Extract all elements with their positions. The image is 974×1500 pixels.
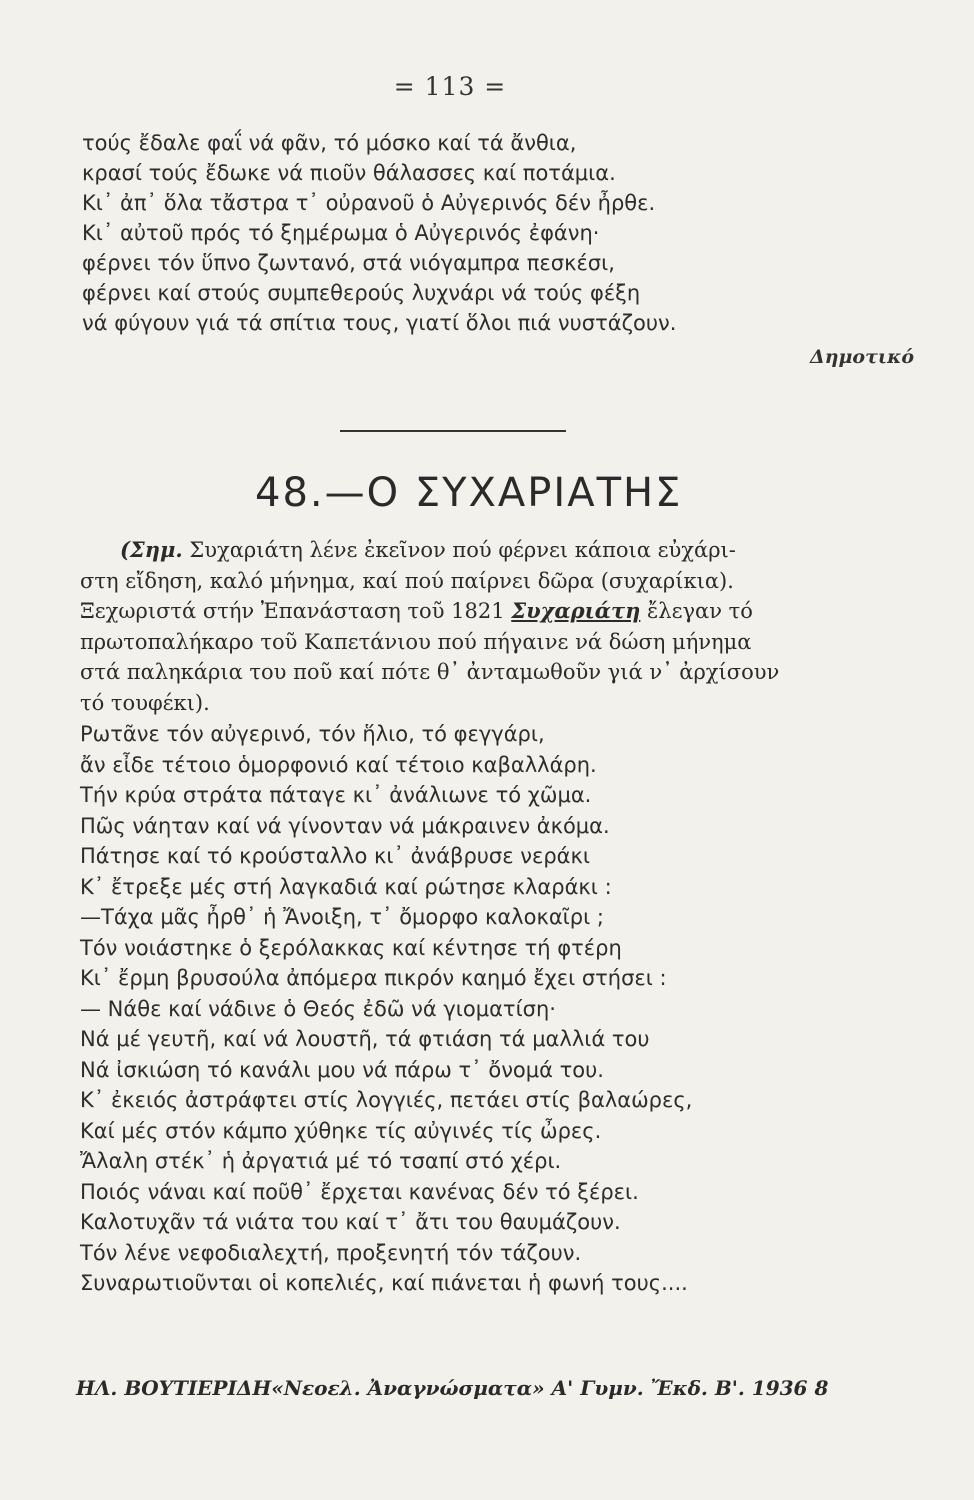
poem-line: φέρνει τόν ὕπνο ζωντανό, στά νιόγαμπρα πεσκέσι, bbox=[82, 251, 615, 275]
poem-line: κρασί τούς ἔδωκε νά πιοῦν θάλασσες καί ποτάμια. bbox=[82, 161, 616, 185]
poem-line: — Νάθε καί νάδινε ὁ Θεός ἐδῶ νά γιοματίση· bbox=[80, 996, 556, 1021]
poem-line: Πάτησε καί τό κρούσταλλο κι᾽ ἀνάβρυσε νεράκι bbox=[80, 844, 590, 868]
poem-line: Κ᾽ ἔτρεξε μές στή λαγκαδιά καί ρώτησε κλαράκι : bbox=[80, 874, 612, 899]
note-line: τό τουφέκι). bbox=[80, 690, 210, 715]
editorial-note bbox=[80, 535, 920, 718]
poem-line: Κι᾽ ἔρμη βρυσούλα ἀπόμερα πικρόν καημό ἔχει στήσει : bbox=[80, 966, 667, 990]
poem-line: Νά μέ γευτῆ, καί νά λουστῆ, τά φτιάση τά μαλλιά του bbox=[80, 1027, 650, 1051]
poem-line: Ρωτᾶνε τόν αὐγερινό, τόν ἥλιο, τό φεγγάρι, bbox=[80, 722, 545, 746]
note-line: στά παληκάρια του ποῦ καί πότε θ᾽ ἀνταμωθοῦν γιά ν᾽ ἀρχίσουν bbox=[80, 660, 780, 684]
page-number: = 113 = bbox=[393, 72, 507, 101]
poem-line: Πῶς νάηταν καί νά γίνονταν νά μάκραινεν ἀκόμα. bbox=[80, 813, 610, 838]
poem-line: Καλοτυχᾶν τά νιάτα του καί τ᾽ ἄτι του θαυμάζουν. bbox=[80, 1210, 621, 1234]
note-abbreviation: (Σημ. bbox=[120, 537, 183, 562]
section-divider bbox=[340, 430, 566, 432]
note-text: Συχαριάτη λένε ἐκεῖνον πού φέρνει κάποια εὐχάρι- bbox=[182, 538, 736, 562]
note-line: στη εἴδηση, καλό μήνημα, καί πού παίρνει δῶρα (συχαρίκια). bbox=[80, 568, 734, 593]
note-text: Ξεχωριστά στήν Ἐπανάσταση τοῦ 1821 bbox=[80, 599, 512, 623]
poem-line: φέρνει καί στούς συμπεθερούς λυχνάρι νά τούς φέξη bbox=[82, 281, 641, 305]
note-line: πρωτοπαλήκαρο τοῦ Καπετάνιου πού πήγαινε νά δώση μήνημα bbox=[80, 629, 752, 654]
poem-line: Κι᾽ αὐτοῦ πρός τό ξημέρωμα ὁ Αὐγερινός ἐφάνη· bbox=[82, 221, 600, 245]
main-poem bbox=[80, 719, 920, 1299]
section-title: 48.—Ο ΣΥΧΑΡΙΑΤΗΣ bbox=[255, 470, 683, 516]
poem-line: —Τάχα μᾶς ἦρθ᾽ ἡ Ἄνοιξη, τ᾽ ὄμορφο καλοκαῖρι ; bbox=[80, 905, 604, 929]
poem-line: ἄν εἶδε τέτοιο ὁμορφονιό καί τέτοιο καβαλλάρη. bbox=[80, 752, 597, 777]
poem-line: Ἄλαλη στέκ᾽ ἡ ἀργατιά μέ τό τσαπί στό χέρι. bbox=[80, 1149, 562, 1173]
poem-line: Ποιός νάναι καί ποῦθ᾽ ἔρχεται κανένας δέν τό ξέρει. bbox=[80, 1179, 639, 1204]
poem-line: τούς ἔδαλε φαΐ νά φᾶν, τό μόσκο καί τά ἄνθια, bbox=[82, 131, 577, 155]
top-poem bbox=[82, 128, 922, 338]
note-line bbox=[80, 596, 920, 627]
source-citation: ΗΛ. ΒΟΥΤΙΕΡΙΔΗ«Νεοελ. Ἀναγνώσματα» Α' Γυμν. Ἔκδ. Β'. 1936 8 bbox=[76, 1376, 829, 1400]
note-text: ἔλεγαν τό bbox=[640, 599, 753, 623]
poem-line: νά φύγουν γιά τά σπίτια τους, γιατί ὅλοι πιά νυστάζουν. bbox=[82, 311, 677, 335]
poem-line: Τόν νοιάστηκε ὁ ξερόλακκας καί κέντησε τή φτέρη bbox=[80, 935, 622, 960]
note-line bbox=[80, 535, 920, 566]
poem-line: Τόν λένε νεφοδιαλεχτή, προξενητή τόν τάζουν. bbox=[80, 1240, 582, 1265]
poem-signature: Δημοτικό bbox=[809, 346, 914, 368]
poem-line: Τήν κρύα στράτα πάταγε κι᾽ ἀνάλιωνε τό χῶμα. bbox=[80, 783, 592, 807]
poem-line: Καί μές στόν κάμπο χύθηκε τίς αὐγινές τίς ὦρες. bbox=[80, 1118, 602, 1143]
poem-line: Κι᾽ ἀπ᾽ ὅλα τἄστρα τ᾽ οὐρανοῦ ὁ Αὐγερινός δέν ἦρθε. bbox=[82, 191, 656, 215]
poem-line: Κ᾽ ἐκειός ἀστράφτει στίς λογγιές, πετάει στίς βαλαώρες, bbox=[80, 1088, 693, 1112]
poem-line: Συναρωτιοῦνται οἱ κοπελιές, καί πιάνεται ἡ φωνή τους.... bbox=[80, 1271, 688, 1295]
poem-line: Νά ἰσκιώση τό κανάλι μου νά πάρω τ᾽ ὄνομά του. bbox=[80, 1057, 604, 1082]
note-term: Συχαριάτη bbox=[511, 598, 641, 623]
